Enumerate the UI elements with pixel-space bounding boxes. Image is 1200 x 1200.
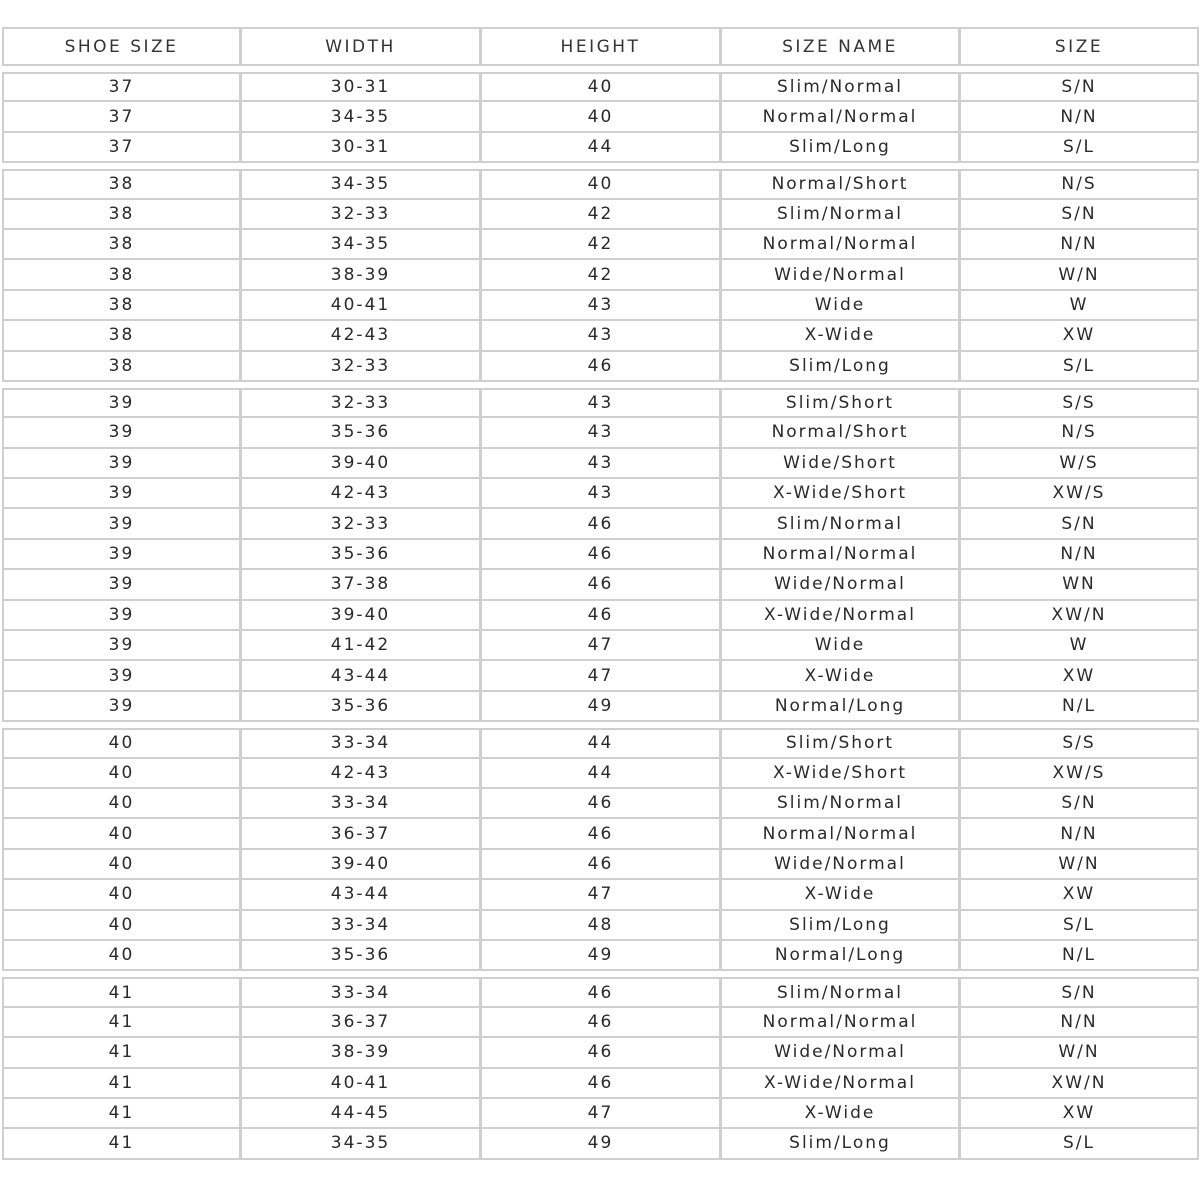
- table-group: [2, 169, 1199, 382]
- cell-width: 33-34: [241, 728, 481, 758]
- cell-width: 34-35: [241, 230, 481, 260]
- cell-height: 47: [481, 1099, 721, 1129]
- cell-height: 43: [481, 291, 721, 321]
- cell-size: N/S: [960, 169, 1199, 199]
- table-row: [2, 169, 1199, 199]
- cell-width: 33-34: [241, 977, 481, 1007]
- cell-size: N/N: [960, 540, 1199, 570]
- cell-height: 40: [481, 102, 721, 132]
- header-width: WIDTH: [241, 27, 481, 66]
- cell-shoe-size: 39: [2, 570, 241, 600]
- cell-size: S/L: [960, 911, 1199, 941]
- cell-width: 39-40: [241, 850, 481, 880]
- table-row: [2, 321, 1199, 351]
- cell-height: 46: [481, 1069, 721, 1099]
- cell-width: 38-39: [241, 260, 481, 290]
- header-shoe-size: SHOE SIZE: [2, 27, 241, 66]
- cell-size-name: Normal/Normal: [721, 1008, 960, 1038]
- table-row: [2, 819, 1199, 849]
- cell-size-name: Normal/Normal: [721, 819, 960, 849]
- cell-width: 36-37: [241, 819, 481, 849]
- cell-size-name: Normal/Long: [721, 941, 960, 971]
- cell-height: 44: [481, 759, 721, 789]
- table-row: [2, 1038, 1199, 1068]
- cell-shoe-size: 37: [2, 72, 241, 102]
- cell-size-name: X-Wide: [721, 880, 960, 910]
- cell-shoe-size: 39: [2, 418, 241, 448]
- cell-size-name: Normal/Normal: [721, 230, 960, 260]
- cell-height: 43: [481, 479, 721, 509]
- cell-size: WN: [960, 570, 1199, 600]
- cell-size-name: Normal/Short: [721, 418, 960, 448]
- table-row: [2, 418, 1199, 448]
- table-row: [2, 388, 1199, 418]
- cell-size-name: X-Wide/Short: [721, 479, 960, 509]
- cell-shoe-size: 37: [2, 102, 241, 132]
- cell-size-name: X-Wide: [721, 1099, 960, 1129]
- cell-size: S/L: [960, 1129, 1199, 1159]
- cell-shoe-size: 38: [2, 169, 241, 199]
- cell-size: S/N: [960, 509, 1199, 539]
- cell-shoe-size: 38: [2, 260, 241, 290]
- cell-width: 30-31: [241, 72, 481, 102]
- cell-size-name: Normal/Normal: [721, 540, 960, 570]
- cell-size-name: Normal/Short: [721, 169, 960, 199]
- cell-shoe-size: 39: [2, 631, 241, 661]
- cell-size: N/L: [960, 692, 1199, 722]
- cell-width: 35-36: [241, 418, 481, 448]
- cell-height: 49: [481, 1129, 721, 1159]
- cell-size-name: Slim/Normal: [721, 72, 960, 102]
- cell-size: W: [960, 631, 1199, 661]
- cell-size: XW/N: [960, 601, 1199, 631]
- cell-shoe-size: 40: [2, 819, 241, 849]
- cell-width: 37-38: [241, 570, 481, 600]
- cell-size: S/L: [960, 352, 1199, 382]
- cell-height: 46: [481, 850, 721, 880]
- cell-shoe-size: 39: [2, 661, 241, 691]
- cell-size: W/N: [960, 260, 1199, 290]
- cell-size: XW/N: [960, 1069, 1199, 1099]
- cell-width: 44-45: [241, 1099, 481, 1129]
- cell-size: S/S: [960, 728, 1199, 758]
- cell-height: 49: [481, 692, 721, 722]
- cell-height: 47: [481, 880, 721, 910]
- table-row: [2, 977, 1199, 1007]
- cell-size: S/N: [960, 72, 1199, 102]
- table-group: [2, 72, 1199, 163]
- cell-size: XW/S: [960, 479, 1199, 509]
- table-header-row: [2, 27, 1199, 66]
- cell-size: N/N: [960, 230, 1199, 260]
- cell-width: 40-41: [241, 291, 481, 321]
- cell-size-name: X-Wide: [721, 321, 960, 351]
- cell-size-name: Slim/Normal: [721, 789, 960, 819]
- header-size: SIZE: [960, 27, 1199, 66]
- table-row: [2, 692, 1199, 722]
- cell-size-name: X-Wide/Short: [721, 759, 960, 789]
- cell-size-name: Slim/Short: [721, 728, 960, 758]
- cell-shoe-size: 39: [2, 388, 241, 418]
- cell-size-name: Wide/Short: [721, 449, 960, 479]
- table-row: [2, 911, 1199, 941]
- table-row: [2, 540, 1199, 570]
- cell-height: 42: [481, 260, 721, 290]
- table-row: [2, 941, 1199, 971]
- table-row: [2, 133, 1199, 163]
- cell-size: S/S: [960, 388, 1199, 418]
- cell-shoe-size: 40: [2, 911, 241, 941]
- cell-height: 46: [481, 819, 721, 849]
- table-row: [2, 479, 1199, 509]
- table-row: [2, 102, 1199, 132]
- cell-size: W/N: [960, 850, 1199, 880]
- table-row: [2, 1069, 1199, 1099]
- table-row: [2, 200, 1199, 230]
- cell-height: 40: [481, 169, 721, 199]
- table-row: [2, 601, 1199, 631]
- table-row: [2, 789, 1199, 819]
- cell-width: 43-44: [241, 880, 481, 910]
- cell-size: XW: [960, 321, 1199, 351]
- cell-width: 32-33: [241, 200, 481, 230]
- cell-height: 42: [481, 230, 721, 260]
- table-row: [2, 631, 1199, 661]
- cell-size: S/N: [960, 200, 1199, 230]
- cell-shoe-size: 40: [2, 789, 241, 819]
- cell-shoe-size: 39: [2, 479, 241, 509]
- cell-height: 46: [481, 977, 721, 1007]
- cell-height: 44: [481, 133, 721, 163]
- cell-size-name: Wide/Normal: [721, 1038, 960, 1068]
- cell-height: 46: [481, 509, 721, 539]
- table-row: [2, 352, 1199, 382]
- cell-size-name: Normal/Normal: [721, 102, 960, 132]
- table-row: [2, 260, 1199, 290]
- cell-height: 43: [481, 449, 721, 479]
- cell-shoe-size: 39: [2, 601, 241, 631]
- cell-width: 39-40: [241, 601, 481, 631]
- cell-size: W/N: [960, 1038, 1199, 1068]
- cell-size: N/L: [960, 941, 1199, 971]
- cell-width: 33-34: [241, 911, 481, 941]
- cell-width: 32-33: [241, 352, 481, 382]
- cell-width: 42-43: [241, 321, 481, 351]
- cell-shoe-size: 39: [2, 540, 241, 570]
- cell-size: XW: [960, 661, 1199, 691]
- cell-shoe-size: 40: [2, 850, 241, 880]
- cell-shoe-size: 40: [2, 880, 241, 910]
- cell-size: N/N: [960, 819, 1199, 849]
- cell-height: 43: [481, 388, 721, 418]
- cell-height: 46: [481, 789, 721, 819]
- cell-height: 46: [481, 1008, 721, 1038]
- cell-shoe-size: 41: [2, 977, 241, 1007]
- cell-shoe-size: 41: [2, 1008, 241, 1038]
- cell-shoe-size: 38: [2, 352, 241, 382]
- cell-width: 40-41: [241, 1069, 481, 1099]
- cell-width: 35-36: [241, 941, 481, 971]
- table-row: [2, 230, 1199, 260]
- cell-shoe-size: 39: [2, 692, 241, 722]
- cell-size: S/N: [960, 977, 1199, 1007]
- cell-size-name: Normal/Long: [721, 692, 960, 722]
- cell-size-name: Slim/Long: [721, 133, 960, 163]
- cell-width: 34-35: [241, 102, 481, 132]
- cell-size-name: Wide: [721, 291, 960, 321]
- cell-shoe-size: 38: [2, 200, 241, 230]
- cell-size: XW/S: [960, 759, 1199, 789]
- table-group: [2, 388, 1199, 722]
- cell-width: 38-39: [241, 1038, 481, 1068]
- table-body: [2, 72, 1199, 1160]
- table-row: [2, 1008, 1199, 1038]
- cell-size-name: Slim/Normal: [721, 509, 960, 539]
- cell-shoe-size: 41: [2, 1069, 241, 1099]
- cell-size-name: X-Wide/Normal: [721, 601, 960, 631]
- cell-width: 32-33: [241, 388, 481, 418]
- cell-size-name: Slim/Long: [721, 911, 960, 941]
- cell-width: 42-43: [241, 479, 481, 509]
- cell-shoe-size: 38: [2, 291, 241, 321]
- table-row: [2, 72, 1199, 102]
- table-group: [2, 977, 1199, 1159]
- table-group: [2, 728, 1199, 971]
- cell-height: 47: [481, 631, 721, 661]
- cell-width: 35-36: [241, 692, 481, 722]
- cell-size: N/N: [960, 1008, 1199, 1038]
- cell-size-name: Wide: [721, 631, 960, 661]
- cell-shoe-size: 40: [2, 941, 241, 971]
- cell-width: 43-44: [241, 661, 481, 691]
- cell-width: 35-36: [241, 540, 481, 570]
- cell-size-name: X-Wide: [721, 661, 960, 691]
- cell-height: 46: [481, 601, 721, 631]
- cell-width: 32-33: [241, 509, 481, 539]
- cell-height: 49: [481, 941, 721, 971]
- cell-size-name: Wide/Normal: [721, 570, 960, 600]
- table-row: [2, 1129, 1199, 1159]
- cell-height: 46: [481, 1038, 721, 1068]
- cell-size-name: Slim/Long: [721, 1129, 960, 1159]
- cell-size: W: [960, 291, 1199, 321]
- cell-size-name: Wide/Normal: [721, 260, 960, 290]
- cell-shoe-size: 39: [2, 449, 241, 479]
- cell-width: 34-35: [241, 1129, 481, 1159]
- table-row: [2, 449, 1199, 479]
- cell-shoe-size: 40: [2, 728, 241, 758]
- cell-size: S/N: [960, 789, 1199, 819]
- header-height: HEIGHT: [481, 27, 721, 66]
- cell-width: 30-31: [241, 133, 481, 163]
- header-size-name: SIZE NAME: [721, 27, 960, 66]
- cell-width: 39-40: [241, 449, 481, 479]
- cell-size-name: Slim/Short: [721, 388, 960, 418]
- cell-width: 33-34: [241, 789, 481, 819]
- cell-height: 40: [481, 72, 721, 102]
- cell-width: 36-37: [241, 1008, 481, 1038]
- table-row: [2, 850, 1199, 880]
- table-row: [2, 661, 1199, 691]
- cell-height: 42: [481, 200, 721, 230]
- cell-size: XW: [960, 1099, 1199, 1129]
- size-chart-table: [2, 27, 1199, 1160]
- cell-size-name: Slim/Long: [721, 352, 960, 382]
- cell-height: 48: [481, 911, 721, 941]
- cell-size: N/N: [960, 102, 1199, 132]
- cell-shoe-size: 40: [2, 759, 241, 789]
- cell-height: 46: [481, 570, 721, 600]
- cell-shoe-size: 41: [2, 1099, 241, 1129]
- cell-height: 46: [481, 540, 721, 570]
- cell-size-name: Slim/Normal: [721, 977, 960, 1007]
- table-row: [2, 509, 1199, 539]
- table-row: [2, 728, 1199, 758]
- cell-shoe-size: 37: [2, 133, 241, 163]
- cell-size: W/S: [960, 449, 1199, 479]
- cell-height: 44: [481, 728, 721, 758]
- cell-size-name: X-Wide/Normal: [721, 1069, 960, 1099]
- cell-size: S/L: [960, 133, 1199, 163]
- cell-size: N/S: [960, 418, 1199, 448]
- cell-height: 47: [481, 661, 721, 691]
- cell-height: 46: [481, 352, 721, 382]
- table-row: [2, 1099, 1199, 1129]
- table-row: [2, 759, 1199, 789]
- cell-width: 42-43: [241, 759, 481, 789]
- cell-size: XW: [960, 880, 1199, 910]
- table-row: [2, 880, 1199, 910]
- table-row: [2, 570, 1199, 600]
- cell-height: 43: [481, 418, 721, 448]
- cell-width: 41-42: [241, 631, 481, 661]
- cell-shoe-size: 41: [2, 1038, 241, 1068]
- cell-width: 34-35: [241, 169, 481, 199]
- cell-shoe-size: 38: [2, 230, 241, 260]
- cell-height: 43: [481, 321, 721, 351]
- table-row: [2, 291, 1199, 321]
- cell-shoe-size: 38: [2, 321, 241, 351]
- cell-size-name: Wide/Normal: [721, 850, 960, 880]
- cell-shoe-size: 41: [2, 1129, 241, 1159]
- cell-shoe-size: 39: [2, 509, 241, 539]
- cell-size-name: Slim/Normal: [721, 200, 960, 230]
